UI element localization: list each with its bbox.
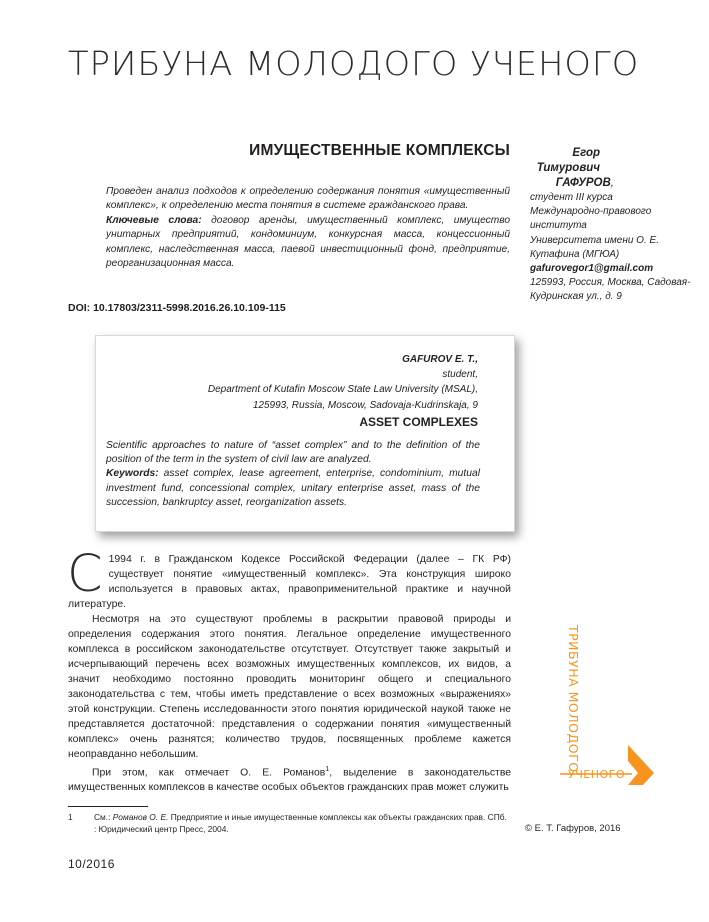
keywords-label: Ключевые слова: [106, 214, 202, 226]
abstract-ru [106, 185, 510, 271]
english-department: Department of Kutafin Moscow State Law University (MSAL), [207, 384, 478, 396]
author-info: Егор Тимурович ГАФУРОВ, студент III курса Международно-правового института Университета имени О. Е. Кутафина (МГЮА) gafurovegor1@gmail.com 125993, Россия, Москва, Садовая-Кудринская ул., д. 9 [530, 146, 700, 305]
footnote: 1 См.: Романов О. Е. Предприятие и иные имущественные комплексы как объекты гражданских прав. СПб. : Юридический центр Пресс, 2004. [68, 812, 507, 834]
side-mark-text: ТРИБУНА МОЛОДОГО [566, 625, 581, 773]
footnote-ref[interactable]: 1 [325, 766, 330, 773]
arrow-icon [628, 745, 654, 785]
paragraph-3: При этом, как отмечает О. Е. Романов$^1$, выделение в законодательстве имущественных комплексов в качестве особых объектов гражданских прав может служить [68, 766, 512, 794]
english-address: 125993, Russia, Moscow, Sadovaja-Kudrinskaja, 9 [252, 399, 478, 411]
abstract-en [106, 439, 480, 510]
paragraph-1: С 1994 г. в Гражданском Кодексе Российской Федерации (далее – ГК РФ) существует понятие «имущественный комплекс». Эта конструкция широко используется в правовых актах, правоприменительной практике и научной литературе. [67, 545, 511, 610]
english-abstract-text: Scientific approaches to nature of “asset complex” and to the definition of the position of the term in the system of civil law are analyzed. [106, 440, 480, 466]
english-position: student, [442, 369, 478, 381]
author-surname: ГАФУРОВ [555, 177, 611, 189]
author-patronymic: Тимурович [536, 162, 600, 174]
english-keywords-text: asset complex, lease agreement, enterprise, condominium, mutual investment fund, concessional complex, unitary enterprise asset, mass of the succession, bankruptcy asset, reorganization assets. [106, 468, 480, 508]
author-university: Университета имени О. Е. Кутафина (МГЮА) [530, 234, 659, 260]
paragraph-2: Несмотря на это существуют проблемы в раскрытии правовой природы и определения содержания этого понятия. Легальное определение имущественного комплекса в российском законодательстве отсутствует. Отсутствует также закрытый и исчерпывающий перечень всех возможных имущественных комплексов, их видов, а значит необходимо постоянно проводить мониторинг общего и специального законодательства с тем, чтобы иметь представление о всех возможных «выражениях» этой конструкции. Степень исследованности этого понятия юридической наукой также не представляется достаточной: представления о содержании понятия «имущественный комплекс» очень разнятся; количество трудов, посвященных проблеме кажется неоправданно небольшим. [68, 614, 511, 760]
article-title: ИМУЩЕСТВЕННЫЕ КОМПЛЕКСЫ [249, 142, 510, 159]
author-email[interactable]: gafurovegor1@gmail.com [530, 263, 654, 275]
section-side-mark [560, 625, 680, 785]
doi[interactable]: DOI: 10.17803/2311-5998.2016.26.10.109-115 [68, 302, 286, 314]
footnote-divider [68, 806, 148, 807]
author-address: 125993, Россия, Москва, Садовая-Кудринская ул., д. 9 [530, 277, 691, 303]
copyright: © Е. Т. Гафуров, 2016 [525, 823, 621, 834]
footnote-author: Романов О. Е. [112, 812, 169, 822]
drop-cap: С [67, 545, 103, 604]
side-mark-text-2: УЧЕНОГО [568, 768, 625, 781]
english-title: ASSET COMPLEXES [359, 415, 478, 429]
footnote-number: 1 [68, 812, 73, 822]
english-author [140, 352, 478, 413]
journal-title: ТРИБУНА МОЛОДОГО УЧЕНОГО [68, 44, 640, 83]
author-institute: Международно-правового института [530, 206, 652, 232]
english-keywords-label: Keywords: [106, 468, 159, 480]
issue-number: 10/2016 [68, 857, 115, 871]
abstract-text: Проведен анализ подходов к определению содержания понятия «имущественный комплекс», к определению места понятия в системе гражданского права. [106, 186, 510, 212]
keywords-text: договор аренды, имущественный комплекс, имущество унитарных предприятий, кондоминиум, конкурсная масса, концессионный комплекс, наследственная масса, паевой инвестиционный фонд, предприятие, реорганизационная масса. [106, 214, 510, 270]
author-first-name: Егор [572, 147, 600, 159]
author-position: студент III курса [530, 192, 613, 203]
english-author-name: GAFUROV E. T., [402, 354, 478, 365]
article-body [67, 545, 512, 795]
